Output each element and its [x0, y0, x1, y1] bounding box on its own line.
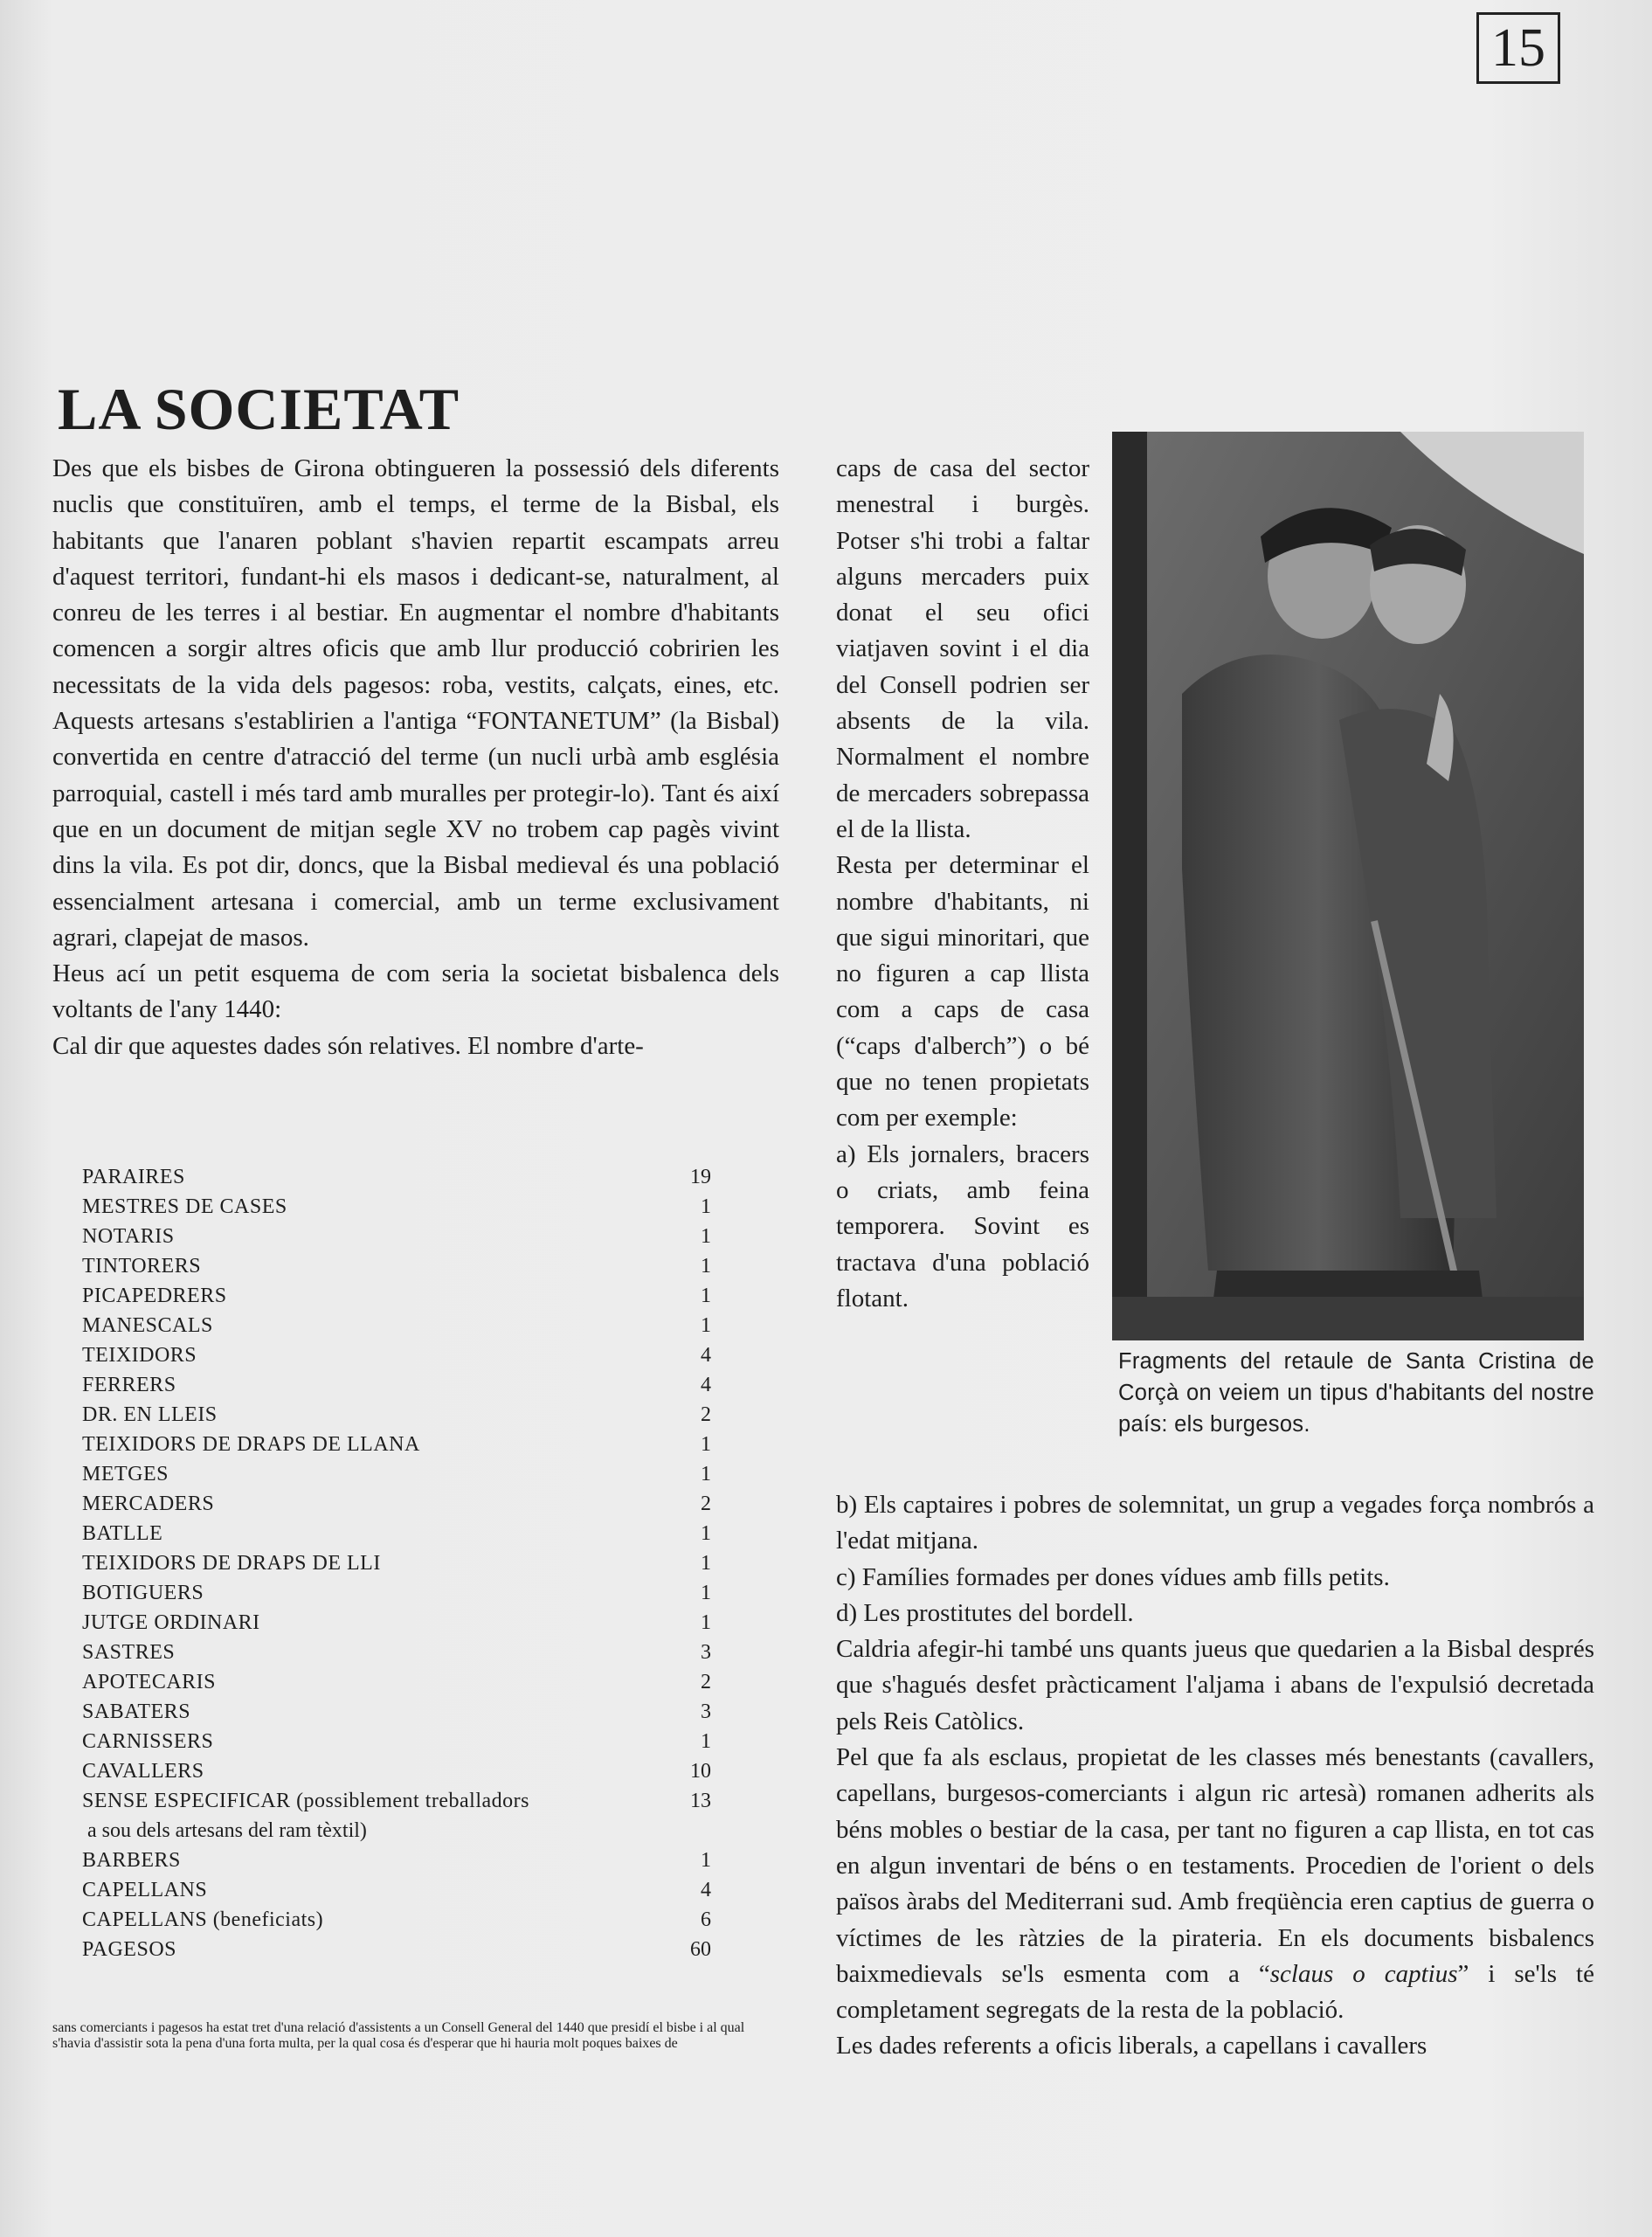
occupation-count: 1 [701, 1582, 711, 1604]
page-title: LA SOCIETAT [58, 376, 460, 442]
paragraph: d) Les prostitutes del bordell. [836, 1598, 1134, 1627]
burgesses-figure-illustration [1112, 432, 1584, 1340]
text-fragment: ” i se'ls té completament segregats de la resta de la població. [836, 1959, 1594, 2025]
left-column-bottom [52, 2006, 779, 2066]
table-row [82, 1192, 711, 1222]
occupation-name: DR. EN LLEIS [82, 1403, 218, 1426]
paragraph: Des que els bisbes de Girona obtingueren la possessió dels diferents nuclis que constituïren, amb el temps, el terme de la Bisbal, els habitants que l'anaren poblant s'havien repartit escampats arreu d'aquest territori, fundant-hi els masos i dedicant-se, naturalment, al conreu de les terres i al bestiar. En augmentar el nombre d'habitants comencen a sorgir altres oficis que amb llur producció cobririen les necessitats de la vida dels pagesos: roba, vestits, calçats, eines, etc. Aquests artesans s'establirien a l'antiga “FONTANETUM” (la Bisbal) convertida en centre d'atracció del terme (un nucli urbà amb església parroquial, castell i més tard amb muralles per protegir-lo). Tant és així que en un document de mitjan segle XV no trobem cap pagès vivint dins la vila. Es pot dir, doncs, que la Bisbal medieval és una població essencialment artesana i comercial, amb un terme exclusivament agrari, clapejat de masos. [52, 454, 779, 952]
left-column [52, 451, 779, 1064]
table-row [82, 1578, 711, 1608]
photo-caption: Fragments del retaule de Santa Cristina de Corçà on veiem un tipus d'habitants del nostre país: els burgesos. [1118, 1349, 1594, 1437]
table-row [82, 1370, 711, 1400]
occupation-name: PICAPEDRERS [82, 1285, 227, 1307]
occupation-count: 1 [701, 1433, 711, 1456]
occupation-count: 6 [701, 1908, 711, 1931]
table-row [82, 1608, 711, 1638]
occupation-name: TEIXIDORS [82, 1344, 197, 1367]
text-fragment: Pel que fa als esclaus, propietat de les classes més benestants (cavallers, capellans, burgesos-comerciants i algun ric artesà) romanen adherits als béns mobles o bestiar de la casa, per tant no figuren a cap llista, en tot cas en algun inventari de béns o en testaments. Procedien de l'orient o dels països àrabs del Mediterrani sud. Amb freqüència eren captius de guerra o víctimes de les ràtzies de la pirateria. En els documents bisbalencs baixmedievals se'ls esmenta com a “ [836, 1743, 1594, 1988]
table-row [82, 1400, 711, 1430]
occupation-name: APOTECARIS [82, 1671, 217, 1693]
occupation-name: METGES [82, 1463, 169, 1486]
occupation-name: MESTRES DE CASES [82, 1195, 287, 1218]
paragraph: Resta per determinar el nombre d'habitants, ni que sigui minoritari, que no figuren a cap llista com a caps de casa (“caps d'alberch”) o bé que no tenen propietats com per exemple: [836, 851, 1089, 1132]
paragraph: Les dades referents a oficis liberals, a capellans i cavallers [836, 2032, 1427, 2060]
table-row [82, 1697, 711, 1727]
page-number: 15 [1476, 12, 1560, 84]
occupation-name: CAPELLANS [82, 1879, 208, 1901]
occupation-count: 1 [701, 1314, 711, 1337]
occupation-name: MERCADERS [82, 1492, 215, 1515]
paragraph: Heus ací un petit esquema de com seria la societat bisbalenca dels voltants de l'any 1440: [52, 959, 779, 1024]
occupation-name: BATLLE [82, 1522, 163, 1545]
table-row [82, 1311, 711, 1340]
occupation-name: PAGESOS [82, 1938, 176, 1961]
occupation-name: CAPELLANS [82, 1908, 208, 1931]
paragraph: Cal dir que aquestes dades són relatives. El nombre d'arte- [52, 1031, 644, 1060]
table-row [82, 1459, 711, 1489]
paragraph: b) Els captaires i pobres de solemnitat, un grup a vegades força nombrós a l'edat mitjana. [836, 1491, 1594, 1555]
table-row [82, 1281, 711, 1311]
paragraph: caps de casa del sector menestral i burgès. Potser s'hi trobi a faltar alguns mercaders puix donat el seu ofici viatjaven sovint i el dia del Consell podrien ser absents de la vila. Normalment el nombre de mercaders sobrepassa el de la llista. [836, 454, 1089, 843]
table-row [82, 1489, 711, 1519]
occupation-name: TEIXIDORS DE DRAPS DE LLANA [82, 1433, 420, 1456]
table-row [82, 1756, 711, 1786]
occupation-count: 19 [690, 1166, 711, 1188]
paragraph: Caldria afegir-hi també uns quants jueus que quedarien a la Bisbal després que s'hagués desfet pràcticament l'aljama i abans de l'expulsió decretada pels Reis Catòlics. [836, 1635, 1594, 1735]
occupation-count: 1 [701, 1522, 711, 1545]
paragraph: c) Famílies formades per dones vídues amb fills petits. [836, 1562, 1390, 1591]
table-row [82, 1548, 711, 1578]
retable-photo [1112, 432, 1584, 1340]
occupation-name: MANESCALS [82, 1314, 213, 1337]
table-row [82, 1846, 711, 1875]
occupation-count: 1 [701, 1611, 711, 1634]
occupation-name: JUTGE ORDINARI [82, 1611, 260, 1634]
table-row [82, 1222, 711, 1251]
occupation-count: 1 [701, 1730, 711, 1753]
occupation-count: 1 [701, 1225, 711, 1248]
occupation-count: 60 [690, 1938, 711, 1961]
occupation-name: NOTARIS [82, 1225, 175, 1248]
occupation-name: CAVALLERS [82, 1760, 204, 1783]
occupation-name: CARNISSERS [82, 1730, 214, 1753]
table-row [82, 1727, 711, 1756]
table-row [82, 1162, 711, 1192]
occupation-count: 13 [690, 1790, 711, 1812]
occupation-count: 2 [701, 1671, 711, 1693]
occupation-count: 4 [701, 1374, 711, 1396]
paragraph: a) Els jornalers, bracers o criats, amb feina temporera. Sovint es tractava d'una població flotant. [836, 1139, 1089, 1312]
occupation-note-continued: a sou dels artesans del ram tèxtil) [87, 1819, 367, 1842]
occupation-count: 1 [701, 1255, 711, 1278]
occupation-count: 1 [701, 1285, 711, 1307]
occupation-count: 1 [701, 1195, 711, 1218]
table-row [82, 1786, 711, 1816]
occupation-count: 3 [701, 1700, 711, 1723]
occupation-name: TEIXIDORS DE DRAPS DE LLI [82, 1552, 381, 1575]
occupation-count: 3 [701, 1641, 711, 1664]
table-row [82, 1519, 711, 1548]
occupation-name: TINTORERS [82, 1255, 202, 1278]
table-row [82, 1935, 711, 1964]
table-row [82, 1905, 711, 1935]
occupation-note: (possiblement treballadors [296, 1790, 529, 1812]
occupation-name: SABATERS [82, 1700, 191, 1723]
occupation-count: 1 [701, 1552, 711, 1575]
table-row [82, 1251, 711, 1281]
table-row [82, 1875, 711, 1905]
table-row [82, 1638, 711, 1667]
occupation-count: 10 [690, 1760, 711, 1783]
occupation-name: SENSE ESPECIFICAR [82, 1790, 291, 1812]
occupation-name: FERRERS [82, 1374, 176, 1396]
middle-column [836, 451, 1089, 1317]
occupation-count: 4 [701, 1344, 711, 1367]
occupation-count: 4 [701, 1879, 711, 1901]
occupations-table [82, 1162, 711, 1964]
right-column [836, 1487, 1594, 2065]
occupation-count: 2 [701, 1403, 711, 1426]
occupation-name: PARAIRES [82, 1166, 185, 1188]
paragraph: sans comerciants i pagesos ha estat tret d'una relació d'assistents a un Consell General del 1440 que presidí el bisbe i al qual s'havia d'assistir sota la pena d'una forta multa, per la qual cosa és d'esperar que hi hauria molt poques baixes de [52, 2020, 745, 2051]
table-row [82, 1667, 711, 1697]
occupation-name: SASTRES [82, 1641, 176, 1664]
occupation-note: (beneficiats) [212, 1908, 324, 1931]
occupation-count: 2 [701, 1492, 711, 1515]
italic-quote: sclaus o captius [1269, 1959, 1458, 1988]
table-row [82, 1430, 711, 1459]
table-row [82, 1340, 711, 1370]
occupation-name: BOTIGUERS [82, 1582, 204, 1604]
paragraph-slaves [836, 1740, 1594, 2028]
occupation-count: 1 [701, 1463, 711, 1486]
occupation-count: 1 [701, 1849, 711, 1872]
occupation-name: BARBERS [82, 1849, 181, 1872]
